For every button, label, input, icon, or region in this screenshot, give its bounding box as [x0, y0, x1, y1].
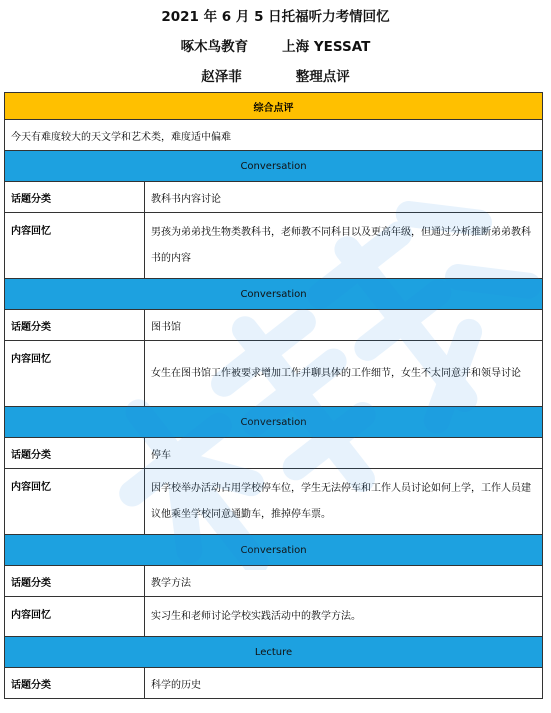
- category-row: [5, 438, 543, 469]
- content-row: [5, 213, 543, 279]
- content-value: 男孩为弟弟找生物类教科书，老师教不同科目以及更高年级，但通过分析推断弟弟教科书的内容: [145, 213, 543, 279]
- category-value: 科学的历史: [145, 668, 543, 699]
- content-label: 内容回忆: [5, 597, 145, 637]
- section-type: Lecture: [5, 637, 543, 668]
- summary-heading-row: [5, 93, 543, 120]
- section-type: Conversation: [5, 151, 543, 182]
- content-label: 内容回忆: [5, 213, 145, 279]
- author-line: [0, 62, 551, 92]
- category-value: 停车: [145, 438, 543, 469]
- document-title: 2021 年 6 月 5 日托福听力考情回忆: [161, 9, 390, 25]
- org-right: 上海 YESSAT: [282, 39, 371, 55]
- content-value: 实习生和老师讨论学校实践活动中的教学方法。: [145, 597, 543, 637]
- document-header: [0, 0, 551, 92]
- content-row: [5, 597, 543, 637]
- org-left: 啄木鸟教育: [180, 39, 249, 55]
- category-value: 教科书内容讨论: [145, 182, 543, 213]
- category-row: [5, 310, 543, 341]
- category-row: [5, 668, 543, 699]
- content-row: [5, 341, 543, 407]
- content-label: 内容回忆: [5, 341, 145, 407]
- category-value: 教学方法: [145, 566, 543, 597]
- summary-row: [5, 120, 543, 151]
- section-header-row: [5, 151, 543, 182]
- content-row: [5, 469, 543, 535]
- category-label: 话题分类: [5, 310, 145, 341]
- category-label: 话题分类: [5, 668, 145, 699]
- content-label: 内容回忆: [5, 469, 145, 535]
- content-value: 女生在图书馆工作被要求增加工作并聊具体的工作细节，女生不太同意并和领导讨论: [145, 341, 543, 407]
- organizations-line: [0, 32, 551, 62]
- category-label: 话题分类: [5, 566, 145, 597]
- section-header-row: [5, 535, 543, 566]
- category-row: [5, 182, 543, 213]
- summary-heading: 综合点评: [5, 93, 543, 120]
- author-role: 整理点评: [295, 69, 350, 85]
- category-value: 图书馆: [145, 310, 543, 341]
- content-value: 因学校举办活动占用学校停车位，学生无法停车和工作人员讨论如何上学，工作人员建议他乘坐学校同意通勤车，推掉停车票。: [145, 469, 543, 535]
- category-row: [5, 566, 543, 597]
- category-label: 话题分类: [5, 438, 145, 469]
- section-type: Conversation: [5, 279, 543, 310]
- category-label: 话题分类: [5, 182, 145, 213]
- section-header-row: [5, 637, 543, 668]
- section-type: Conversation: [5, 407, 543, 438]
- section-type: Conversation: [5, 535, 543, 566]
- section-header-row: [5, 279, 543, 310]
- report-table: [4, 92, 543, 699]
- summary-text: 今天有难度较大的天文学和艺术类，难度适中偏难: [5, 120, 543, 151]
- author-name: 赵泽菲: [201, 69, 242, 85]
- section-header-row: [5, 407, 543, 438]
